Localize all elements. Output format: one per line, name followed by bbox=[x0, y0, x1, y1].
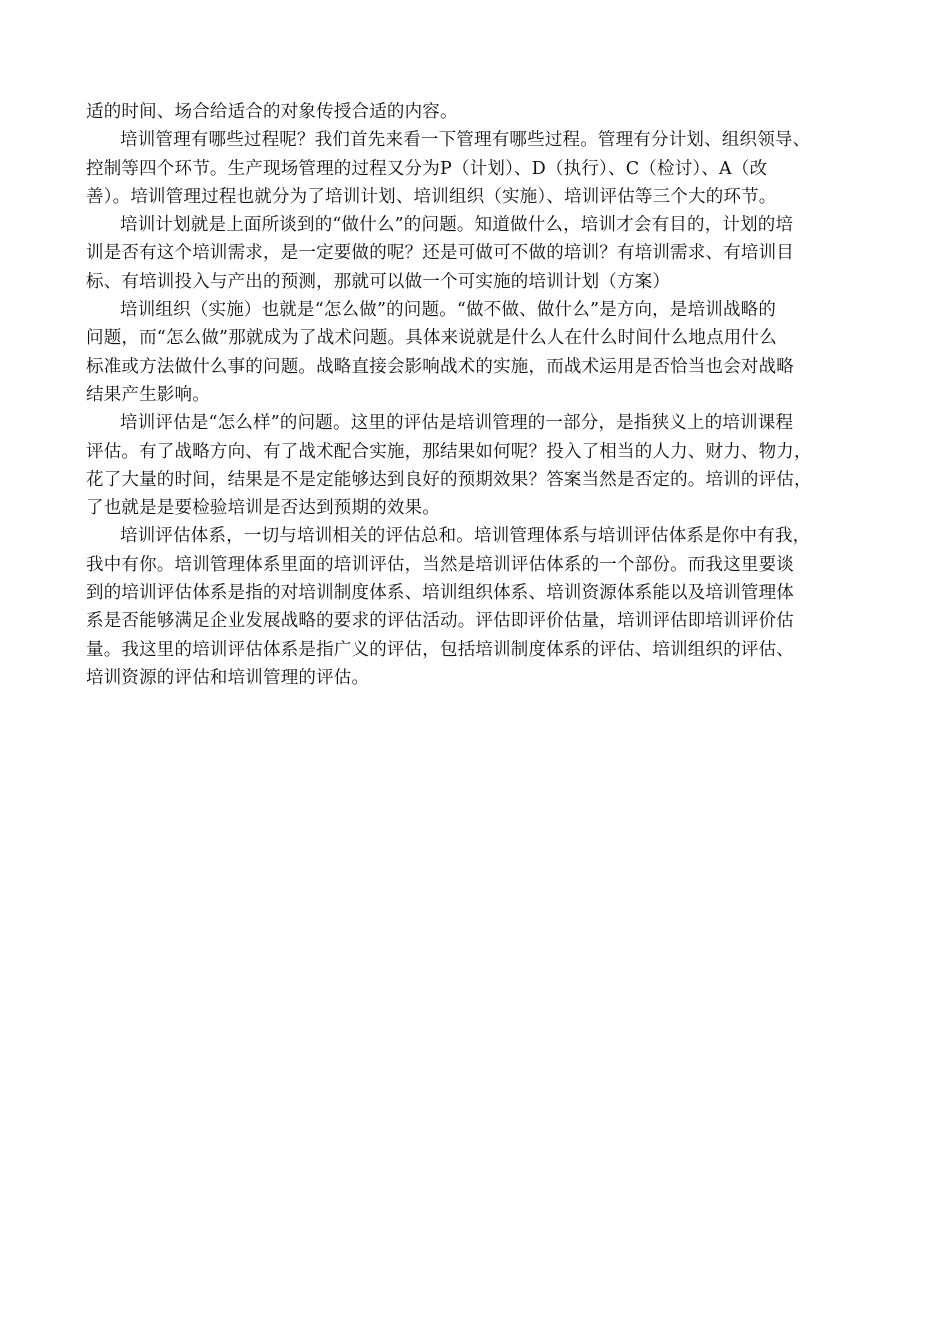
text-line: 培训管理有哪些过程呢？我们首先来看一下管理有哪些过程。管理有分计划、组织领导、 bbox=[120, 130, 811, 151]
text-line: 结果产生影响。 bbox=[86, 384, 210, 405]
text-line: 花了大量的时间，结果是不是定能够达到良好的预期效果？答案当然是否定的。培训的评估， bbox=[86, 469, 812, 490]
text-line: 适的时间、场合给适合的对象传授合适的内容。 bbox=[86, 102, 458, 122]
text-line: 我中有你。培训管理体系里面的培训评估，当然是培训评估体系的一个部份。而我这里要谈 bbox=[86, 554, 794, 575]
text-line: 培训评估体系，一切与培训相关的评估总和。培训管理体系与培训评估体系是你中有我， bbox=[120, 526, 811, 547]
text-line: 善）。培训管理过程也就分为了培训计划、培训组织（实施）、培训评估等三个大的环节。 bbox=[86, 186, 777, 207]
text-line: 培训评估是“怎么样”的问题。这里的评估是培训管理的一部分，是指狭义上的培训课程 bbox=[120, 413, 794, 434]
text-line: 系是否能够满足企业发展战略的要求的评估活动。评估即评价估量，培训评估即培训评价估 bbox=[86, 611, 794, 632]
text-line: 标准或方法做什么事的问题。战略直接会影响战术的实施，而战术运用是否恰当也会对战略 bbox=[86, 356, 794, 377]
text-line: 问题，而“怎么做”那就成为了战术问题。具体来说就是什么人在什么时间什么地点用什么 bbox=[86, 328, 777, 349]
text-line: 培训组织（实施）也就是“怎么做”的问题。“做不做、做什么”是方向，是培训战略的 bbox=[120, 300, 777, 321]
document-body bbox=[86, 98, 876, 692]
text-line: 量。我这里的培训评估体系是指广义的评估，包括培训制度体系的评估、培训组织的评估、 bbox=[86, 639, 794, 660]
text-line: 训是否有这个培训需求，是一定要做的呢？还是可做可不做的培训？有培训需求、有培训目 bbox=[86, 243, 794, 264]
text-line: 培训计划就是上面所谈到的“做什么”的问题。知道做什么，培训才会有目的，计划的培 bbox=[120, 215, 794, 236]
text-line: 培训资源的评估和培训管理的评估。 bbox=[86, 667, 370, 688]
text-line: 控制等四个环节。生产现场管理的过程又分为P（计划）、D（执行）、C（检讨）、A（改 bbox=[86, 158, 768, 179]
text-line: 评估。有了战略方向、有了战术配合实施，那结果如何呢？投入了相当的人力、财力、物力， bbox=[86, 441, 812, 462]
text-line: 了也就是是要检验培训是否达到预期的效果。 bbox=[86, 498, 440, 519]
text-line: 标、有培训投入与产出的预测，那就可以做一个可实施的培训计划（方案） bbox=[86, 271, 671, 292]
text-line: 到的培训评估体系是指的对培训制度体系、培训组织体系、培训资源体系能以及培训管理体 bbox=[86, 583, 794, 604]
